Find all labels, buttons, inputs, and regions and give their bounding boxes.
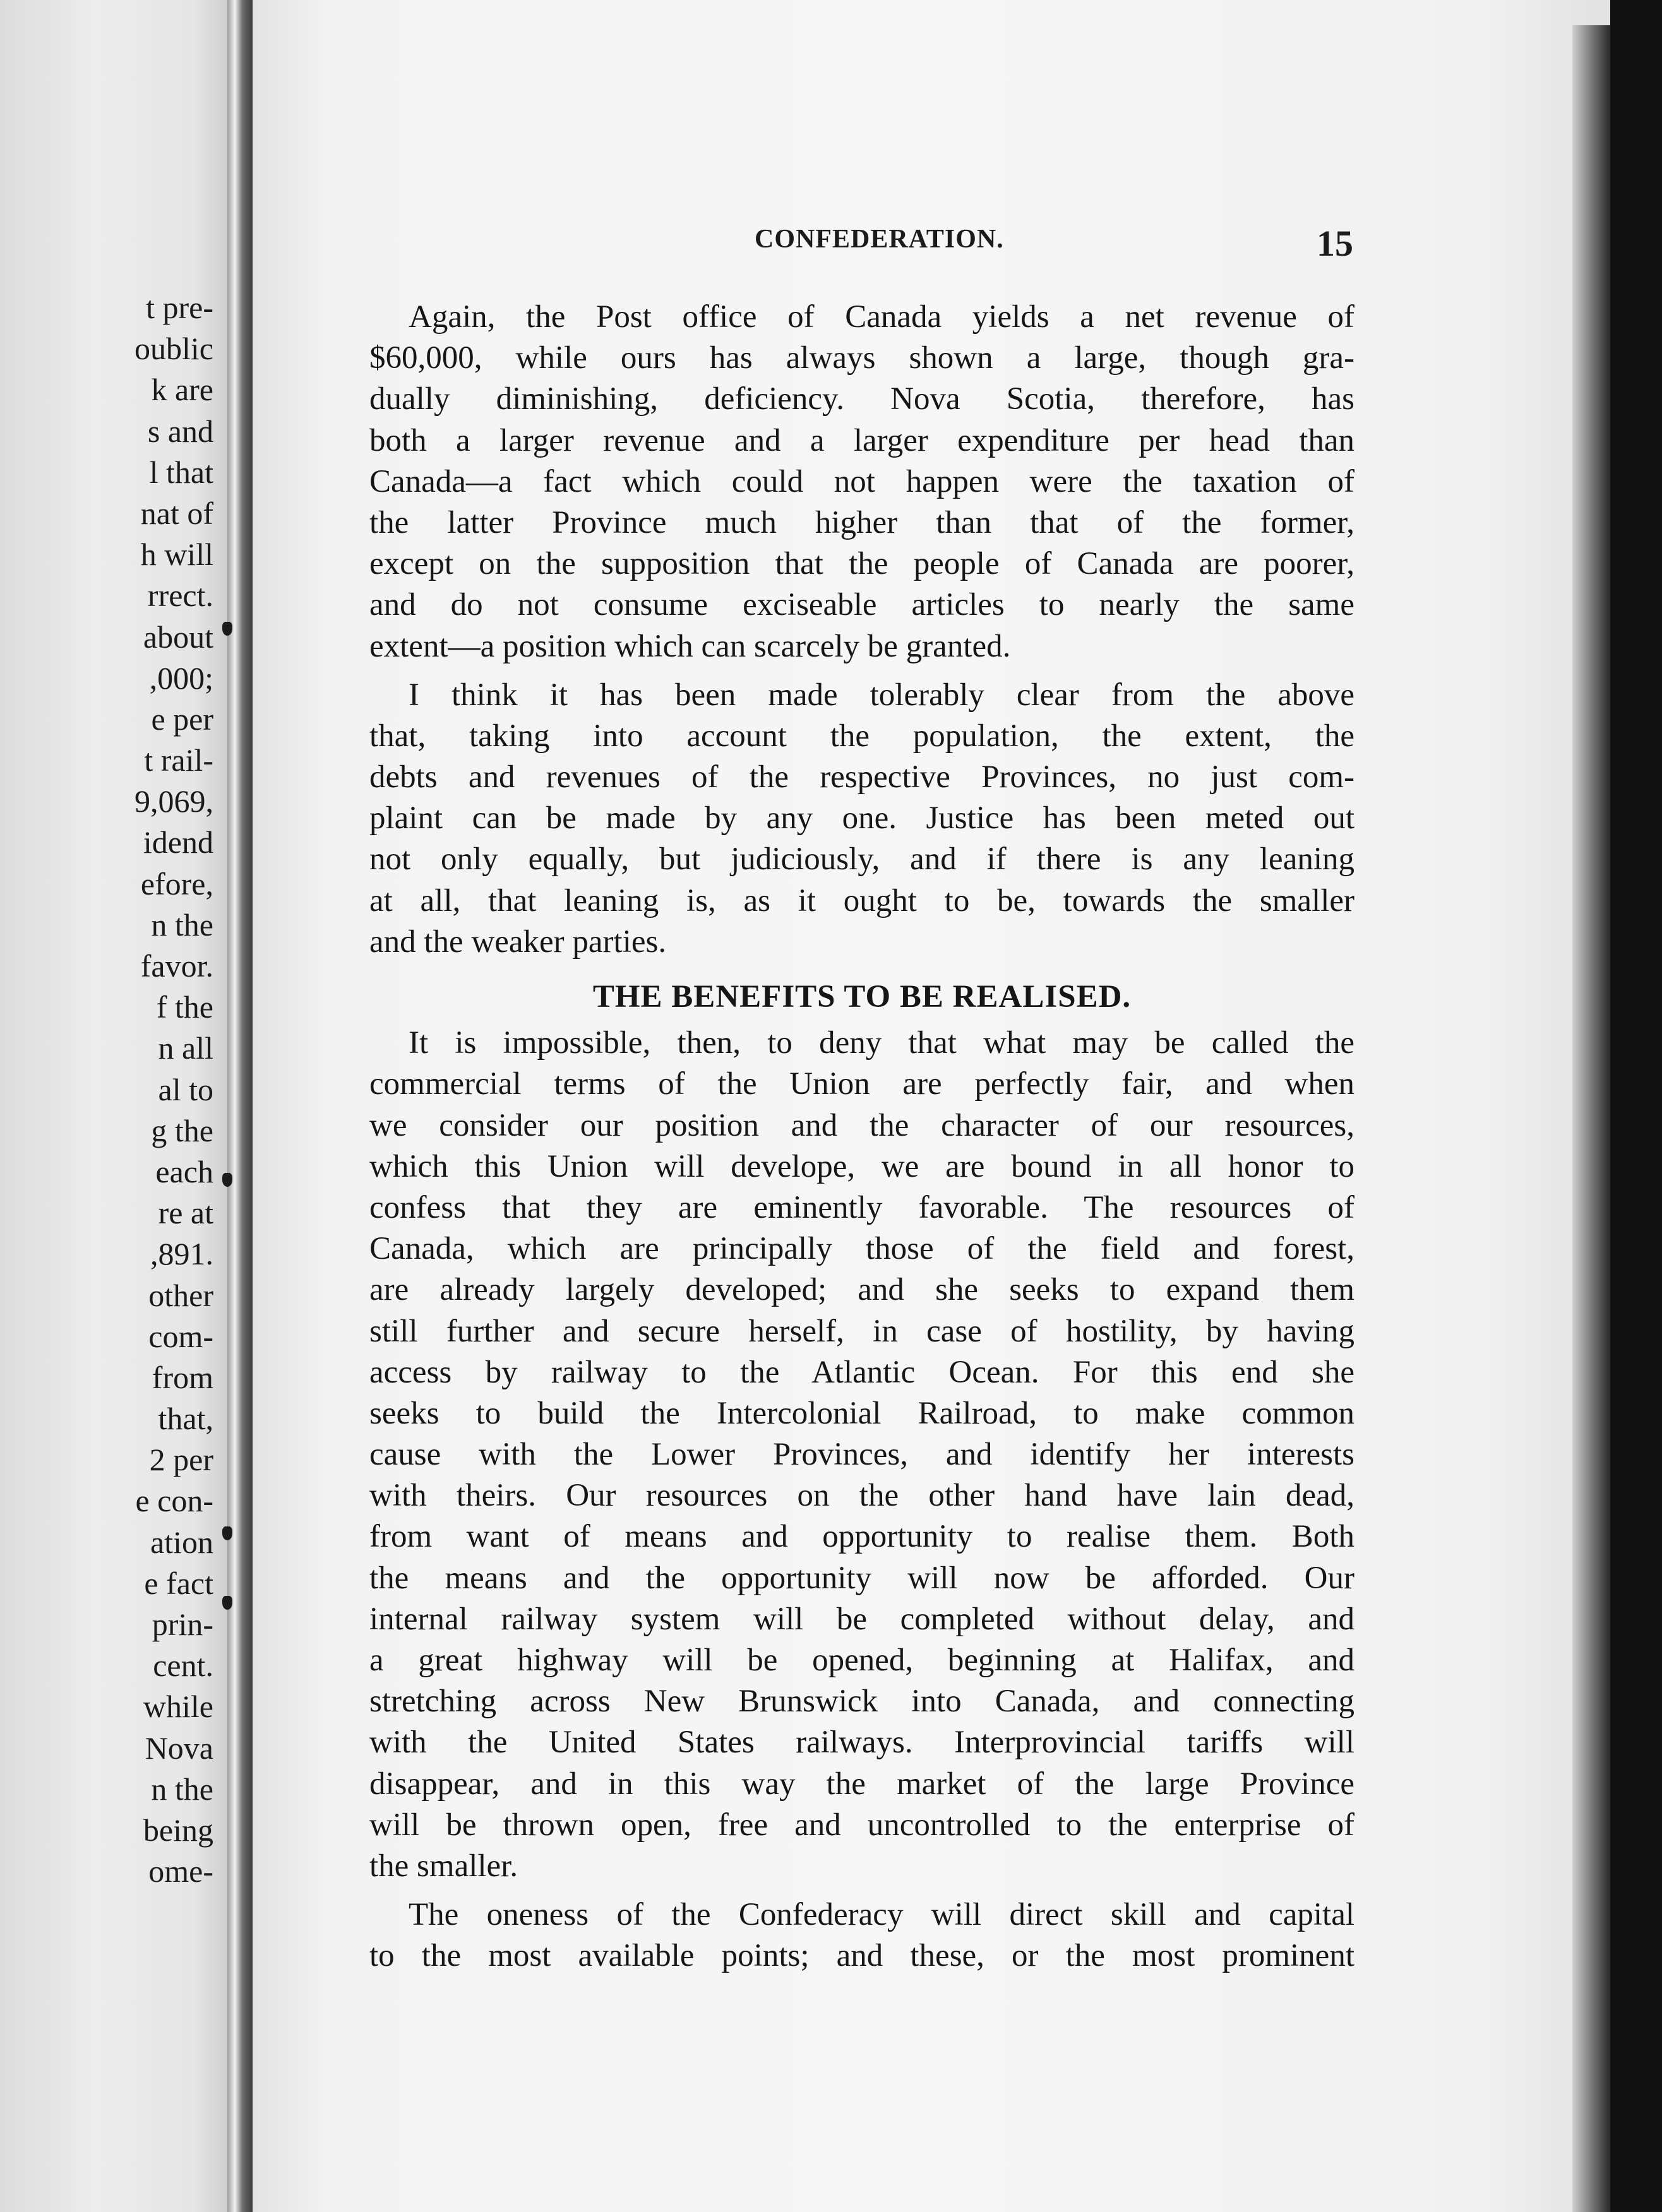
text-line: seeks to build the Intercolonial Railroad, to make common: [369, 1395, 1354, 1431]
previous-page-fragment: being: [143, 1812, 213, 1848]
previous-page-fragment: ,000;: [149, 660, 213, 696]
text-line: stretching across New Brunswick into Canada, and connecting: [369, 1684, 1354, 1720]
text-line: confess that they are eminently favorable. The resources of: [369, 1189, 1354, 1225]
text-line: not only equally, but judiciously, and if there is any leaning: [369, 841, 1354, 877]
previous-page-fragment: oublic: [135, 331, 213, 367]
text-line: It is impossible, then, to deny that what may be called the: [409, 1025, 1354, 1061]
text-line: $60,000, while ours has always shown a large, though gra-: [369, 340, 1354, 376]
previous-page-fragment: e fact: [144, 1565, 213, 1601]
text-line: Canada—a fact which could not happen were the taxation of: [369, 463, 1354, 499]
paragraph: [369, 1894, 1354, 1977]
running-head: CONFEDERATION.: [755, 225, 1004, 254]
text-line: with theirs. Our resources on the other hand have lain dead,: [369, 1478, 1354, 1514]
previous-page-fragment: ome-: [148, 1853, 213, 1889]
previous-page-fragment: favor.: [140, 948, 213, 984]
text-line: both a larger revenue and a larger expenditure per head than: [369, 422, 1354, 458]
previous-page-fragment: g the: [151, 1112, 213, 1148]
text-line: extent—a position which can scarcely be granted.: [369, 628, 1011, 664]
previous-page-fragment: while: [143, 1689, 213, 1725]
previous-page-fragment: al to: [158, 1071, 213, 1107]
previous-page-fragment: s and: [147, 413, 213, 449]
binding-stitch: [222, 1596, 232, 1610]
previous-page-fragment: idend: [143, 824, 213, 860]
previous-page-fragment: 2 per: [149, 1442, 213, 1478]
text-line: that, taking into account the population, the extent, the: [369, 718, 1354, 754]
binding-stitch: [222, 1173, 232, 1187]
previous-page-fragment: t rail-: [144, 742, 213, 778]
text-line: from want of means and opportunity to realise them. Both: [369, 1519, 1354, 1555]
text-line: and do not consume exciseable articles to nearly the same: [369, 587, 1354, 623]
text-line: except on the supposition that the people of Canada are poorer,: [369, 546, 1354, 582]
text-line: dually diminishing, deficiency. Nova Scotia, therefore, has: [369, 381, 1354, 417]
page-number: 15: [1317, 223, 1353, 264]
paragraph: [369, 297, 1354, 667]
previous-page-fragment: n all: [158, 1030, 213, 1066]
binding-stitch: [222, 622, 232, 636]
text-line: a great highway will be opened, beginning at Halifax, and: [369, 1643, 1354, 1678]
text-line: the means and the opportunity will now be afforded. Our: [369, 1560, 1354, 1596]
text-line: Canada, which are principally those of the field and forest,: [369, 1231, 1354, 1267]
text-line: debts and revenues of the respective Provinces, no just com-: [369, 759, 1354, 795]
previous-page-fragment: rrect.: [147, 578, 213, 614]
text-line: to the most available points; and these, or the most prominent: [369, 1938, 1354, 1974]
previous-page-fragment: that,: [158, 1401, 213, 1437]
text-line: internal railway system will be completed without delay, and: [369, 1601, 1354, 1637]
previous-page-fragment: Nova: [145, 1730, 213, 1766]
text-line: with the United States railways. Interprovincial tariffs will: [369, 1725, 1354, 1761]
previous-page-fragment: l that: [149, 454, 213, 490]
previous-page-fragment: n the: [151, 907, 213, 942]
text-line: The oneness of the Confederacy will direct skill and capital: [409, 1897, 1354, 1933]
previous-page-strip: [0, 0, 227, 2212]
text-line: still further and secure herself, in case of hostility, by having: [369, 1313, 1354, 1349]
previous-page-fragment: 9,069,: [135, 783, 213, 819]
text-line: are already largely developed; and she seeks to expand them: [369, 1272, 1354, 1308]
previous-page-fragment: re at: [158, 1195, 213, 1231]
previous-page-fragment: f the: [156, 989, 213, 1025]
text-line: disappear, and in this way the market of the large Province: [369, 1766, 1354, 1802]
binding-gutter: [227, 0, 253, 2212]
previous-page-fragment: prin-: [152, 1607, 213, 1642]
previous-page-fragment: nat of: [140, 495, 213, 531]
previous-page-fragment: ation: [150, 1524, 213, 1560]
section-heading: THE BENEFITS TO BE REALISED.: [592, 979, 1132, 1014]
previous-page-fragment: ,891.: [150, 1236, 213, 1272]
previous-page-fragment: each: [155, 1153, 213, 1189]
binding-stitch: [222, 1526, 232, 1540]
page-body: [369, 297, 1354, 1977]
previous-page-fragment: k are: [151, 372, 213, 408]
previous-page-fragment: other: [148, 1277, 213, 1313]
text-line: plaint can be made by any one. Justice has been meted out: [369, 800, 1354, 836]
previous-page-fragment: cent.: [153, 1648, 213, 1684]
previous-page-fragment: efore,: [140, 865, 213, 901]
text-line: the latter Province much higher than that of the former,: [369, 504, 1354, 540]
paragraph: [369, 1023, 1354, 1887]
text-line: we consider our position and the character of our resources,: [369, 1107, 1354, 1143]
previous-page-fragment: h will: [140, 537, 213, 573]
previous-page-fragment: from: [152, 1359, 213, 1395]
text-line: cause with the Lower Provinces, and identify her interests: [369, 1437, 1354, 1473]
previous-page-text: [135, 287, 213, 1892]
previous-page-fragment: e per: [151, 701, 213, 737]
text-line: at all, that leaning is, as it ought to be, towards the smaller: [369, 883, 1354, 919]
text-line: and the weaker parties.: [369, 924, 667, 960]
text-line: the smaller.: [369, 1848, 518, 1884]
text-line: access by railway to the Atlantic Ocean. For this end she: [369, 1354, 1354, 1390]
text-line: which this Union will develope, we are bound in all honor to: [369, 1148, 1354, 1184]
previous-page-fragment: t pre-: [146, 290, 213, 325]
page-edge-shadow: [1572, 25, 1610, 2212]
text-line: I think it has been made tolerably clear from the above: [409, 677, 1354, 713]
previous-page-fragment: e con-: [135, 1483, 213, 1519]
previous-page-fragment: about: [143, 619, 213, 655]
text-line: commercial terms of the Union are perfectly fair, and when: [369, 1066, 1354, 1102]
text-line: will be thrown open, free and uncontrolled to the enterprise of: [369, 1807, 1354, 1843]
paragraph: [369, 675, 1354, 963]
text-line: Again, the Post office of Canada yields a net revenue of: [409, 299, 1354, 335]
previous-page-fragment: com-: [148, 1318, 213, 1354]
scan-background: [1610, 0, 1662, 2212]
previous-page-fragment: n the: [151, 1771, 213, 1807]
